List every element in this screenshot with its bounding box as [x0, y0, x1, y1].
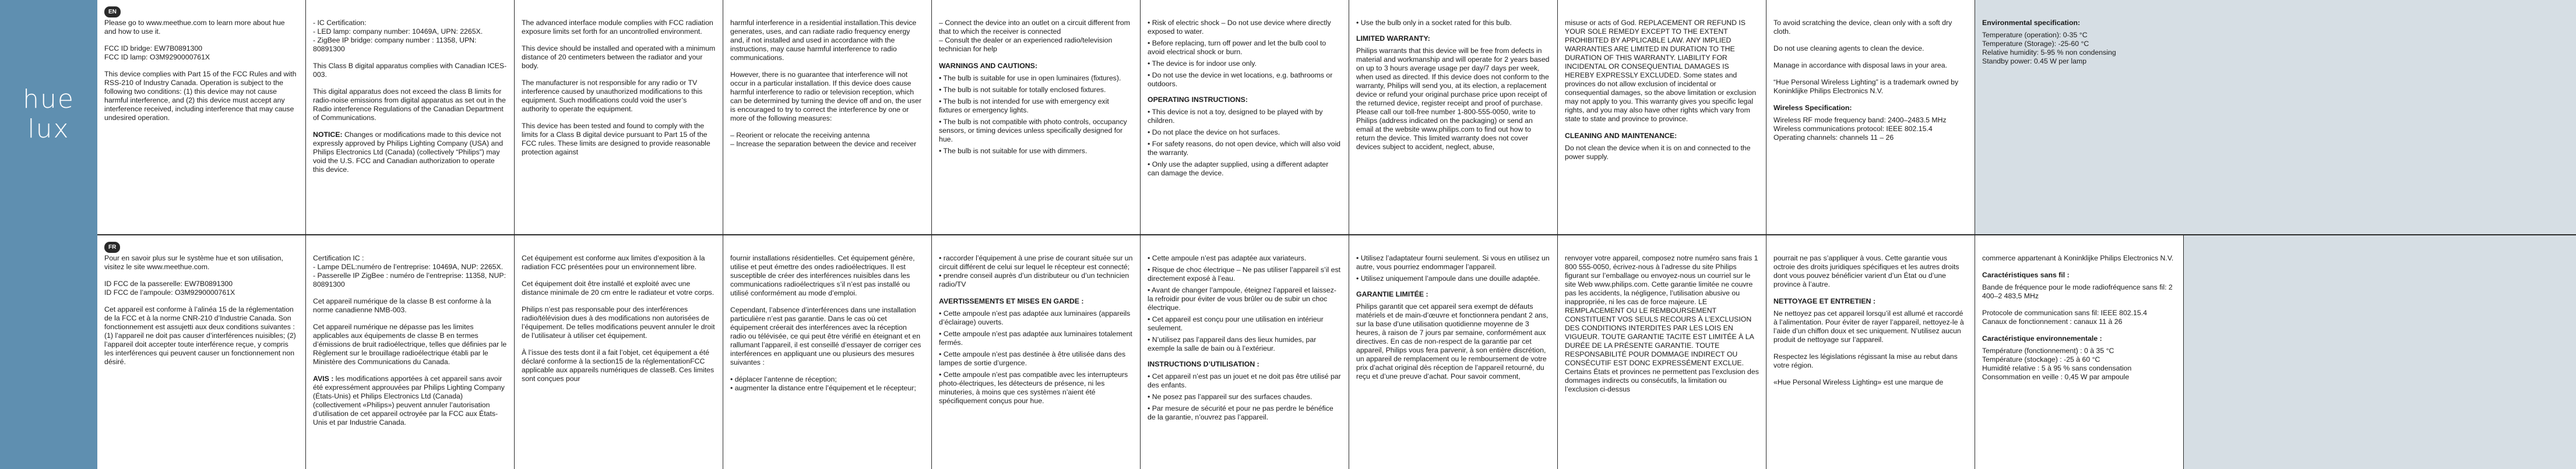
english-section: [97, 0, 2576, 234]
measures-list: – Reorient or relocate the receiving antenna – Increase the separation between the device and receiver: [730, 131, 917, 148]
intro-text: Pour en savoir plus sur le système hue et son utilisation, visitez le site www.meethue.com.: [104, 254, 283, 271]
measures-list-cont: – Connect the device into an outlet on a circuit different from that to which the receiver is connected – Consult the dealer or an experienced radio/television technician for help: [939, 19, 1130, 53]
warnings-list: • Cette ampoule n’est pas adaptée aux luminaires (appareils d’éclairage) ouverts. • Cette ampoule n’est pas adaptée aux luminaires totalement fermés. • Cette ampoule n’est pas destinée à être utilisée dans des lampes de sortie d’urgence. • Cette ampoule n’est pas compatible avec les interrupteurs photo-électriques, les détecteurs de présence, ni les minuteries, à moins que ces systèmes n’aient été spécifiquement conçus pour hue.: [939, 309, 1132, 405]
cleaning-heading: CLEANING AND MAINTENANCE:: [1565, 132, 1677, 140]
wireless-heading: Caractéristiques sans fil :: [1982, 271, 2070, 279]
warranty-text-cont: renvoyer votre appareil, composez notre numéro sans frais 1 800 555-0050, écrivez-nous à l’adresse du site Philips figurant sur l’emballage ou envoyez-nous un courriel sur le site Web www.philips.com. Cette garantie limitée ne couvre pas les accidents, la négligence, l’utilisation abusive ou inappropriée, ni les cas de force majeure. LE REMPLACEMENT OU LE REMBOURSEMENT CONSTITUENT VOS SEULS RECOURS À L’EXCLUSION DES CONDITIONS INTERDITES PAR LES LOIS EN VIGUEUR. TOUTE GARANTIE TACITE EST LIMITÉE À LA DURÉE DE LA PRÉSENTE GARANTIE. TOUTE RESPONSABILITÉ POUR DOMMAGE INDIRECT OU CONSÉCUTIF EST DONC EXPRESSÉMENT EXCLUE. Certains États et provinces ne permettent pas l’exclusion des dommages indirects ou consécutifs, la limitation ou l’exclusion ci-dessus: [1565, 254, 1759, 393]
radiation-text: The advanced interface module complies with FCC radiation exposure limits set forth for an uncontrolled environment.: [522, 19, 713, 36]
en-column-4: [723, 0, 931, 234]
ic-certification: - IC Certification: - LED lamp: company number: 10469A, UPN: 2265X. - ZigBee IP bridge: company number : 11358, UPN: 80891300: [313, 19, 483, 53]
radio-noise-text: This digital apparatus does not exceed the class B limits for radio-noise emissions from digital apparatus as set out in the Radio interference Regulations of the Canadian Department of Communications.: [313, 87, 506, 122]
wireless-heading: Wireless Specification:: [1773, 104, 1852, 112]
fr-column-8: [1557, 235, 1766, 469]
class-b-text: This device has been tested and found to comply with the limits for a Class B digital device pursuant to Part 15 of the FCC rules. These limits are designed to provide reasonable protection against: [522, 122, 710, 156]
en-column-3: [514, 0, 723, 234]
nmb-text: Cet appareil numérique de la classe B est conforme à la norme canadienne NMB-003.: [313, 297, 491, 314]
operating-list: • Cet appareil n’est pas un jouet et ne doit pas être utilisé par des enfants. • Ne posez pas l’appareil sur des surfaces chaudes. • Par mesure de sécurité et pour ne pas perdre le bénéfice de la garantie, n’ouvrez pas l’appareil.: [1148, 372, 1341, 421]
warranty-text-cont: misuse or acts of God. REPLACEMENT OR REFUND IS YOUR SOLE REMEDY EXCEPT TO THE EXTENT PROHIBITED BY APPLICABLE LAW. ANY IMPLIED WARRANTIES ARE LIMITED IN DURATION TO THE DURATION OF THIS WARRANTY. LIABILITY FOR INCIDENTAL OR CONSEQUENTIAL DAMAGES IS HEREBY EXPRESSLY EXCLUDED. Some states and provinces do not allow exclusion of incidental or consequential damages, so the above limitation or exclusion may not apply to you. This warranty gives you specific legal rights, and you may also have other rights which vary from state to state and province to province.: [1565, 19, 1757, 123]
cleaning-text: Ne nettoyez pas cet appareil lorsqu’il est allumé et raccordé à l’alimentation. Pour éviter de rayer l’appareil, nettoyez-le à l’aide d’un chiffon doux et sec uniquement. N’utilisez aucun produit de nettoyage sur l’appareil.: [1773, 309, 1964, 344]
cleaning-agents-text: Do not use cleaning agents to clean the device.: [1773, 44, 1924, 52]
warranty-text: Philips garantit que cet appareil sera exempt de défauts matériels et de main-d’œuvre et fonctionnera pendant 2 ans, sur la base d’une utilisation quotidienne moyenne de 3 heures, à raison de 7 jours par semaine, conformément aux directives. En cas de non-respect de la garantie par cet appareil, Philips vous fera parvenir, à son entière discrétion, un appareil de remplacement ou le remboursement de votre prix d’achat original dès réception de l’appareil retourné, du reçu et d’une preuve d’achat. Pour savoir comment,: [1356, 302, 1549, 380]
class-b-text: À l’issue des tests dont il a fait l’objet, cet équipement a été déclaré conforme à la section15 de la réglementationFCC applicable aux appareils numériques de classeB. Ces limites sont conçues pour: [522, 348, 715, 383]
en-column-8: [1557, 0, 1766, 234]
fr-column-7: [1349, 235, 1557, 469]
hue-lux-logo: hue lux: [23, 84, 75, 144]
interference-text: fournir installations résidentielles. Cet équipement génère, utilise et peut émettre des ondes radioélectriques. Il est susceptible de créer des interférences nuisibles dans les communications radioélectriques s’il n’est pas installé ou utilisé conformément au mode d’emploi.: [730, 254, 915, 297]
fr-column-6: [1140, 235, 1349, 469]
en-column-6: [1140, 0, 1349, 234]
safety-list: • Cette ampoule n’est pas adaptée aux variateurs. • Risque de choc électrique – Ne pas utiliser l’appareil s’il est directement exposé à l’eau. • Avant de changer l’ampoule, éteignez l’appareil et laissez-la refroidir pour éviter de vous brûler ou de subir un choc électrique. • Cet appareil est conçu pour une utilisation en intérieur seulement. • N’utilisez pas l’appareil dans des lieux humides, par exemple la salle de bain ou à l’extérieur.: [1148, 254, 1341, 352]
operating-list: • This device is not a toy, designed to be played with by children. • Do not place the device on hot surfaces. • For safety reasons, do not open device, which will also void the warranty. • Only use the adapter supplied, using a different adapter can damage the device.: [1148, 108, 1341, 177]
manufacturer-text: Philips n’est pas responsable pour des interférences radio/télévision dues à des modifications non autorisées de l’équipement. De telles modifications peuvent annuler le droit de l’utilisateur à utiliser cet équipement.: [522, 305, 715, 340]
brand-panel: [0, 0, 97, 469]
trademark-text-cont: commerce appartenant à Koninklijke Philips Electronics N.V.: [1982, 254, 2174, 262]
radio-noise-text: Cet appareil numérique ne dépasse pas les limites applicables aux équipements de classe B en termes d’émissions de bruit radioélectrique, telles que définies par le Règlement sur le brouillage radioélectrique établi par le Ministère des Communications du Canada.: [313, 323, 507, 366]
fcc-ids: ID FCC de la passerelle: EW7B0891300 ID FCC de l’ampoule: O3M9290000761X: [104, 280, 235, 297]
fr-empty-panel: [2183, 235, 2576, 469]
en-column-7: [1349, 0, 1557, 234]
fr-column-10: [1975, 235, 2183, 469]
warnings-heading: AVERTISSEMENTS ET MISES EN GARDE :: [939, 297, 1084, 305]
fr-column-1: [97, 235, 305, 469]
measures-list-cont: • raccorder l’équipement à une prise de courant située sur un circuit différent de celui sur lequel le récepteur est connecté; • prendre conseil auprès d’un distributeur ou d’un technicien radio/TV: [939, 254, 1133, 288]
operating-heading: OPERATING INSTRUCTIONS:: [1148, 96, 1248, 104]
en-column-10: [1975, 0, 2576, 234]
warranty-text: Philips warrants that this device will be free from defects in material and workmanship and will operate for 2 years based on up to 3 hours average usage per day/7 days per week, when used as directed. If this device does not conform to the warranty, Philips will send you, at its election, a replacement device or refund your original purchase price upon receipt of the returned device, register receipt and proof of purchase. Please call our toll-free number 1-800-555-0050, write to Philips (address indicated on the packaging) or send an email at the website www.philips.com to find out how to return the device. This limited warranty does not cover devices subject to accident, neglect, abuse,: [1356, 47, 1550, 151]
fr-column-4: [723, 235, 931, 469]
adapter-note: • Utilisez l’adaptateur fourni seulement. Si vous en utilisez un autre, vous pourriez endommager l’appareil. • Utilisez uniquement l’ampoule dans une douille adaptée.: [1356, 254, 1550, 283]
fr-column-3: [514, 235, 723, 469]
socket-note: • Use the bulb only in a socket rated for this bulb.: [1356, 19, 1512, 27]
fr-column-2: [305, 235, 514, 469]
manufacturer-text: The manufacturer is not responsible for any radio or TV interference caused by unauthorized modifications to this equipment. Such modifications could void the user’s authority to operate the equipment.: [522, 79, 703, 113]
distance-text: Cet équipement doit être installé et exploité avec une distance minimale de 20 cm entre le radiateur et votre corps.: [522, 280, 715, 297]
wireless-spec: Wireless RF mode frequency band: 2400–2483.5 MHz Wireless communications protocol: IEEE 802.15.4 Operating channels: channels 11 – 26: [1773, 116, 1947, 142]
measures-list: • déplacer l’antenne de réception; • augmenter la distance entre l’équipement et le récepteur;: [730, 375, 916, 392]
environmental-heading: Caractéristique environnementale :: [1982, 334, 2102, 343]
operating-heading: INSTRUCTIONS D’UTILISATION :: [1148, 360, 1259, 368]
fcc-compliance-text: Cet appareil est conforme à l’alinéa 15 de la réglementation de la FCC et à la norme CNR-210 d’Industrie Canada. Son fonctionnement est assujetti aux deux conditions suivantes : (1) l’appareil ne doit pas causer d’interférences nuisibles; (2) l’appareil doit accepter toute interférence reçue, y compris les interférences qui peuvent causer un fonctionnement non désiré.: [104, 305, 296, 366]
environmental-spec: Temperature (operation): 0-35 °C Temperature (Storage): -25-60 °C Relative humidity: 5-95 % non condensing Standby power: 0.45 W per lamp: [1982, 31, 2116, 65]
trademark-text: “Hue Personal Wireless Lighting” is a trademark owned by Koninklijke Philips Electronics N.V.: [1773, 78, 1959, 95]
ic-certification: Certification IC : - Lampe DEL:numéro de l’entreprise: 10469A, NUP: 2265X. - Passerelle IP ZigBee : numéro de l’entreprise: 11358, NUP: 80891300: [313, 254, 506, 288]
guarantee-text: Cependant, l’absence d’interférences dans une installation particulière n’est pas garantie. Dans le cas où cet équipement créerait des interférences avec la réception radio ou télévisée, ce qui peut être vérifié en éteignant et en rallumant l’appareil, il est conseillé d’essayer de corriger ces interférences en appliquant une ou plusieurs des mesures suivantes :: [730, 306, 921, 366]
notice-text: AVIS : les modifications apportées à cet appareil sans avoir été expressément approuvées par Philips Lighting Company (États-Unis) et Philips Electronics Ltd (Canada) (collectivement «Philips») peuvent annuler l’autorisation d’utilisation de cet appareil octroyée par la FCC aux États-Unis et par Industrie Canada.: [313, 375, 505, 426]
french-section: [97, 235, 2576, 469]
notice-text: NOTICE: Changes or modifications made to this device not expressly approved by Philips Lighting Company (USA) and Philips Electronics Ltd (Canada) (collectively “Philips”) may void the U.S. FCC and Canadian authorization to operate this device.: [313, 131, 504, 174]
environmental-heading: Environmental specification:: [1982, 19, 2081, 27]
fcc-compliance-text: This device complies with Part 15 of the FCC Rules and with RSS-210 of Industry Canada. Operation is subject to the following two conditions: (1) this device may not cause harmful interference, and (2) this device must accept any interference received, including interference that may cause undesired operation.: [104, 70, 297, 122]
radiation-text: Cet équipement est conforme aux limites d’exposition à la radiation FCC présentées pour un environnement libre.: [522, 254, 705, 271]
en-column-1: [97, 0, 305, 234]
safety-list: • Risk of electric shock – Do not use device where directly exposed to water. • Before replacing, turn off power and let the bulb cool to avoid electrical shock or burn. • The device is for indoor use only. • Do not use the device in wet locations, e.g. bathrooms or outdoors.: [1148, 19, 1333, 88]
warnings-heading: WARNINGS AND CAUTIONS:: [939, 62, 1037, 70]
fr-column-9: [1766, 235, 1975, 469]
environmental-spec: Température (fonctionnement) : 0 à 35 °C Température (stockage) : -25 à 60 °C Humidité relative : 5 à 95 % sans condensation Consommation en veille : 0,45 W par ampoule: [1982, 347, 2132, 381]
cleaning-text: Do not clean the device when it is on and connected to the power supply.: [1565, 144, 1751, 161]
ices-text: This Class B digital apparatus complies with Canadian ICES-003.: [313, 62, 507, 79]
fcc-ids: FCC ID bridge: EW7B0891300 FCC ID lamp: O3M9290000761X: [104, 44, 210, 61]
language-badge-fr: FR: [104, 242, 120, 253]
warranty-text-end: pourrait ne pas s’appliquer à vous. Cette garantie vous octroie des droits juridiques spécifiques et les autres droits dont vous pouvez bénéficier varient d’un État ou d’une province à l’autre.: [1773, 254, 1959, 288]
language-badge-en: EN: [104, 6, 121, 17]
wireless-spec: Protocole de communication sans fil: IEEE 802.15.4 Canaux de fonctionnement : canaux 11 à 26: [1982, 309, 2147, 326]
en-column-9: [1766, 0, 1975, 234]
cleaning-cloth-text: To avoid scratching the device, clean only with a soft dry cloth.: [1773, 19, 1952, 36]
warnings-list: • The bulb is suitable for use in open luminaires (fixtures). • The bulb is not suitable for totally enclosed fixtures. • The bulb is not intended for use with emergency exit fixtures or emergency lights. • The bulb is not compatible with photo controls, occupancy sensors, or timing devices unless specifically designed for hue. • The bulb is not suitable for use with dimmers.: [939, 74, 1127, 155]
cleaning-heading: NETTOYAGE ET ENTRETIEN :: [1773, 297, 1875, 305]
fr-column-5: [931, 235, 1140, 469]
en-column-5: [931, 0, 1140, 234]
distance-text: This device should be installed and operated with a minimum distance of 20 centimeters between the radiator and your body.: [522, 44, 716, 70]
trademark-text: «Hue Personal Wireless Lighting» est une marque de: [1773, 378, 1944, 386]
interference-text: harmful interference in a residential installation.This device generates, uses, and can radiate radio frequency energy and, if not installed and used in accordance with the instructions, may cause harmful interference to radio communications.: [730, 19, 917, 62]
disposal-text: Respectez les législations régissant la mise au rebut dans votre région.: [1773, 352, 1958, 369]
warranty-heading: LIMITED WARRANTY:: [1356, 34, 1430, 43]
intro-text: Please go to www.meethue.com to learn more about hue and how to use it.: [104, 19, 285, 36]
warranty-heading: GARANTIE LIMITÉE :: [1356, 290, 1428, 298]
wireless-band: Bande de fréquence pour le mode radiofréquence sans fil: 2 400–2 483,5 MHz: [1982, 283, 2173, 300]
en-column-2: [305, 0, 514, 234]
disposal-text: Manage in accordance with disposal laws in your area.: [1773, 61, 1948, 69]
guarantee-text: However, there is no guarantee that interference will not occur in a particular installation. If this device does cause harmful interference to radio or television reception, which can be determined by turning the device off and on, the user is encouraged to try to correct the interference by one or more of the following measures:: [730, 70, 921, 122]
